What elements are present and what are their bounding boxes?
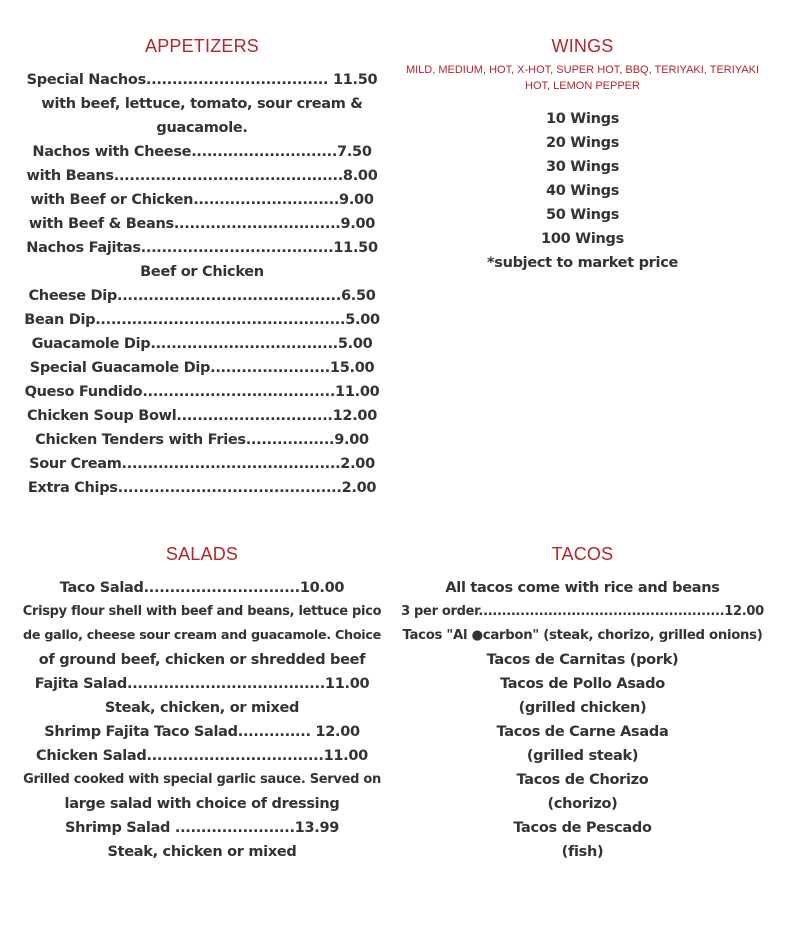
tacos-line: (fish) <box>561 844 604 860</box>
tacos-line: Tacos de Carne Asada <box>496 724 669 740</box>
tacos-line: All tacos come with rice and beans <box>445 580 720 596</box>
wings-flavors: MILD, MEDIUM, HOT, X-HOT, SUPER HOT, BBQ, TERIYAKI, TERIYAKI HOT, LEMON PEPPER <box>405 64 760 92</box>
tacos-heading: TACOS <box>551 544 614 564</box>
salads-line: Shrimp Fajita Taco Salad.............. 12.00 <box>44 724 360 740</box>
tacos-section <box>400 542 765 864</box>
appetizers-line: Special Nachos................................... 11.50 <box>26 72 378 88</box>
salads-line: Chicken Salad..................................11.00 <box>36 748 368 764</box>
appetizers-line: Bean Dip................................................5.00 <box>24 312 380 328</box>
appetizers-line: with Beef or Chicken............................9.00 <box>30 192 374 208</box>
appetizers-line: Beef or Chicken <box>140 264 264 280</box>
salads-line: large salad with choice of dressing <box>64 796 340 812</box>
appetizers-line: Queso Fundido.....................................11.00 <box>24 384 380 400</box>
tacos-line: (chorizo) <box>547 796 618 812</box>
tacos-line: (grilled steak) <box>526 748 639 764</box>
wings-section <box>400 34 765 275</box>
appetizers-line: Chicken Tenders with Fries.................9.00 <box>35 432 369 448</box>
salads-line: Taco Salad..............................10.00 <box>59 580 345 596</box>
appetizers-heading: APPETIZERS <box>144 36 260 56</box>
salads-section <box>20 542 384 864</box>
appetizers-line: Cheese Dip...........................................6.50 <box>28 288 376 304</box>
wings-line: 50 Wings <box>545 207 620 223</box>
salads-line: Fajita Salad......................................11.00 <box>34 676 370 692</box>
appetizers-section <box>20 34 384 500</box>
tacos-line: Tacos de Carnitas (pork) <box>486 652 679 668</box>
salads-line: Steak, chicken, or mixed <box>104 700 300 716</box>
salads-line: de gallo, cheese sour cream and guacamole. Choice <box>23 628 381 643</box>
salads-line: Shrimp Salad .......................13.99 <box>64 820 340 836</box>
tacos-line: (grilled chicken) <box>518 700 647 716</box>
salads-line: of ground beef, chicken or shredded beef <box>38 652 366 668</box>
tacos-line: Tacos "Al ●carbon" (steak, chorizo, grilled onions) <box>402 628 763 643</box>
salads-line: Grilled cooked with special garlic sauce. Served on <box>23 772 381 787</box>
appetizers-line: Special Guacamole Dip.......................15.00 <box>29 360 375 376</box>
appetizers-line: with beef, lettuce, tomato, sour cream & <box>41 96 363 112</box>
salads-heading: SALADS <box>165 544 239 564</box>
tacos-line: Tacos de Pescado <box>513 820 652 836</box>
salads-line: Crispy flour shell with beef and beans, lettuce pico <box>22 604 382 619</box>
appetizers-line: Guacamole Dip....................................5.00 <box>31 336 373 352</box>
appetizers-line: with Beef & Beans................................9.00 <box>28 216 376 232</box>
appetizers-line: with Beans............................................8.00 <box>26 168 378 184</box>
salads-line: Steak, chicken or mixed <box>107 844 297 860</box>
appetizers-line: Extra Chips...........................................2.00 <box>27 480 377 496</box>
appetizers-line: guacamole. <box>156 120 248 136</box>
wings-line: 100 Wings <box>541 231 624 247</box>
wings-line: 10 Wings <box>545 111 620 127</box>
tacos-line: Tacos de Chorizo <box>516 772 649 788</box>
wings-line: 40 Wings <box>545 183 620 199</box>
appetizers-line: Chicken Soup Bowl..............................12.00 <box>26 408 378 424</box>
wings-heading: WINGS <box>551 36 614 56</box>
wings-line: 20 Wings <box>545 135 620 151</box>
appetizers-line: Sour Cream..........................................2.00 <box>29 456 375 472</box>
wings-line: 30 Wings <box>545 159 620 175</box>
wings-note: *subject to market price <box>486 255 679 271</box>
appetizers-line: Nachos with Cheese............................7.50 <box>32 144 372 160</box>
tacos-line: 3 per order.....................................................12.00 <box>401 604 764 619</box>
tacos-line: Tacos de Pollo Asado <box>500 676 665 692</box>
appetizers-line: Nachos Fajitas.....................................11.50 <box>26 240 378 256</box>
